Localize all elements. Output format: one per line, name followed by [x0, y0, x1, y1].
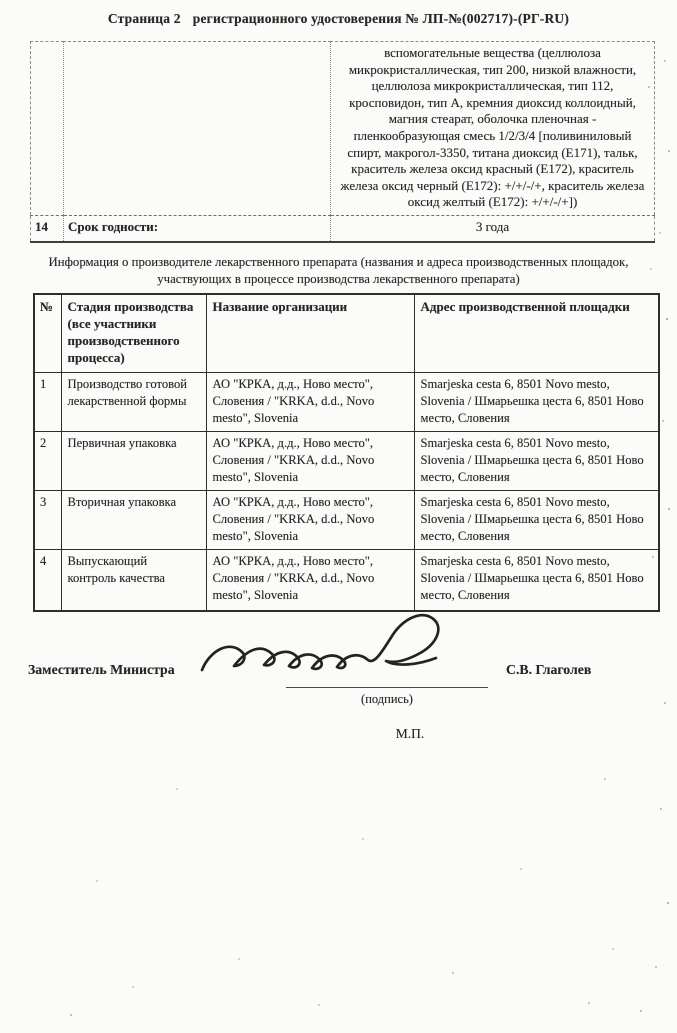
- row-number: 1: [34, 372, 61, 431]
- stage-cell: Производство готовой лекарственной формы: [61, 372, 206, 431]
- certificate-number: регистрационного удостоверения № ЛП-№(002717)-(РГ-RU): [192, 11, 570, 26]
- col-header-stage: Стадия производства (все участники производственного процесса): [61, 294, 206, 372]
- col-header-organization: Название организации: [206, 294, 414, 372]
- page-header: [0, 11, 677, 27]
- row-number: 3: [34, 490, 61, 549]
- organization-cell: АО "КРКА, д.д., Ново место", Словения / "KRKA, d.d., Novo mesto", Slovenia: [206, 372, 414, 431]
- stage-cell: Выпускающий контроль качества: [61, 549, 206, 611]
- manufacturer-info-note: Информация о производителе лекарственного препарата (названия и адреса производственных площадок, участвующих в процессе производства лекарственного препарата): [48, 255, 629, 286]
- table-row: [34, 431, 659, 490]
- row-number: 2: [34, 431, 61, 490]
- seal-placeholder: М.П.: [395, 726, 425, 741]
- address-cell: Smarjeska cesta 6, 8501 Novo mesto, Slovenia / Шмарьешка цеста 6, 8501 Ново место, Словения: [414, 490, 659, 549]
- organization-cell: АО "КРКА, д.д., Ново место", Словения / "KRKA, d.d., Novo mesto", Slovenia: [206, 490, 414, 549]
- scan-noise: [0, 0, 2, 2]
- signer-name: С.В. Глаголев: [506, 662, 592, 677]
- signature-line: [286, 687, 488, 688]
- handwritten-signature-icon: [196, 608, 496, 694]
- row-number: 14: [31, 215, 64, 242]
- col-header-address: Адрес производственной площадки: [414, 294, 659, 372]
- excipients-continuation-row: [31, 42, 655, 216]
- empty-number-cell: [31, 42, 64, 216]
- signer-title: Заместитель Министра: [28, 662, 175, 677]
- excipients-text: вспомогательные вещества (целлюлоза микрокристаллическая, тип 200, низкой влажности, целлюлоза микрокристаллическая, тип 112, кросповидон, тип А, кремния диоксид коллоидный, магния стеарат, оболочка пленочная - пленкообразующая смесь 1/2/3/4 [поливиниловый спирт, макрогол-3350, титана диоксид (Е171), тальк, краситель железа оксид красный (Е172), краситель железа оксид черный (Е172): +/+/-/+, краситель железа оксид желтый (Е172): +/+/-/+]): [331, 42, 655, 216]
- signature-caption: (подпись): [361, 692, 413, 706]
- col-header-number: №: [34, 294, 61, 372]
- address-cell: Smarjeska cesta 6, 8501 Novo mesto, Slovenia / Шмарьешка цеста 6, 8501 Ново место, Словения: [414, 372, 659, 431]
- page-number-label: Страница 2: [107, 11, 181, 26]
- manufacturer-table-header-row: [34, 294, 659, 372]
- address-cell: Smarjeska cesta 6, 8501 Novo mesto, Slovenia / Шмарьешка цеста 6, 8501 Ново место, Словения: [414, 431, 659, 490]
- certificate-details-table: [30, 41, 655, 243]
- organization-cell: АО "КРКА, д.д., Ново место", Словения / "KRKA, d.d., Novo mesto", Slovenia: [206, 549, 414, 611]
- stage-cell: Вторичная упаковка: [61, 490, 206, 549]
- table-row: [34, 490, 659, 549]
- empty-label-cell: [64, 42, 331, 216]
- shelf-life-row: [31, 215, 655, 242]
- stage-cell: Первичная упаковка: [61, 431, 206, 490]
- signature-block: [0, 608, 677, 768]
- shelf-life-label: Срок годности:: [64, 215, 331, 242]
- row-number: 4: [34, 549, 61, 611]
- table-row: [34, 372, 659, 431]
- address-cell: Smarjeska cesta 6, 8501 Novo mesto, Slovenia / Шмарьешка цеста 6, 8501 Ново место, Словения: [414, 549, 659, 611]
- manufacturer-table: [33, 293, 660, 612]
- table-row: [34, 549, 659, 611]
- shelf-life-value: 3 года: [331, 215, 655, 242]
- organization-cell: АО "КРКА, д.д., Ново место", Словения / "KRKA, d.d., Novo mesto", Slovenia: [206, 431, 414, 490]
